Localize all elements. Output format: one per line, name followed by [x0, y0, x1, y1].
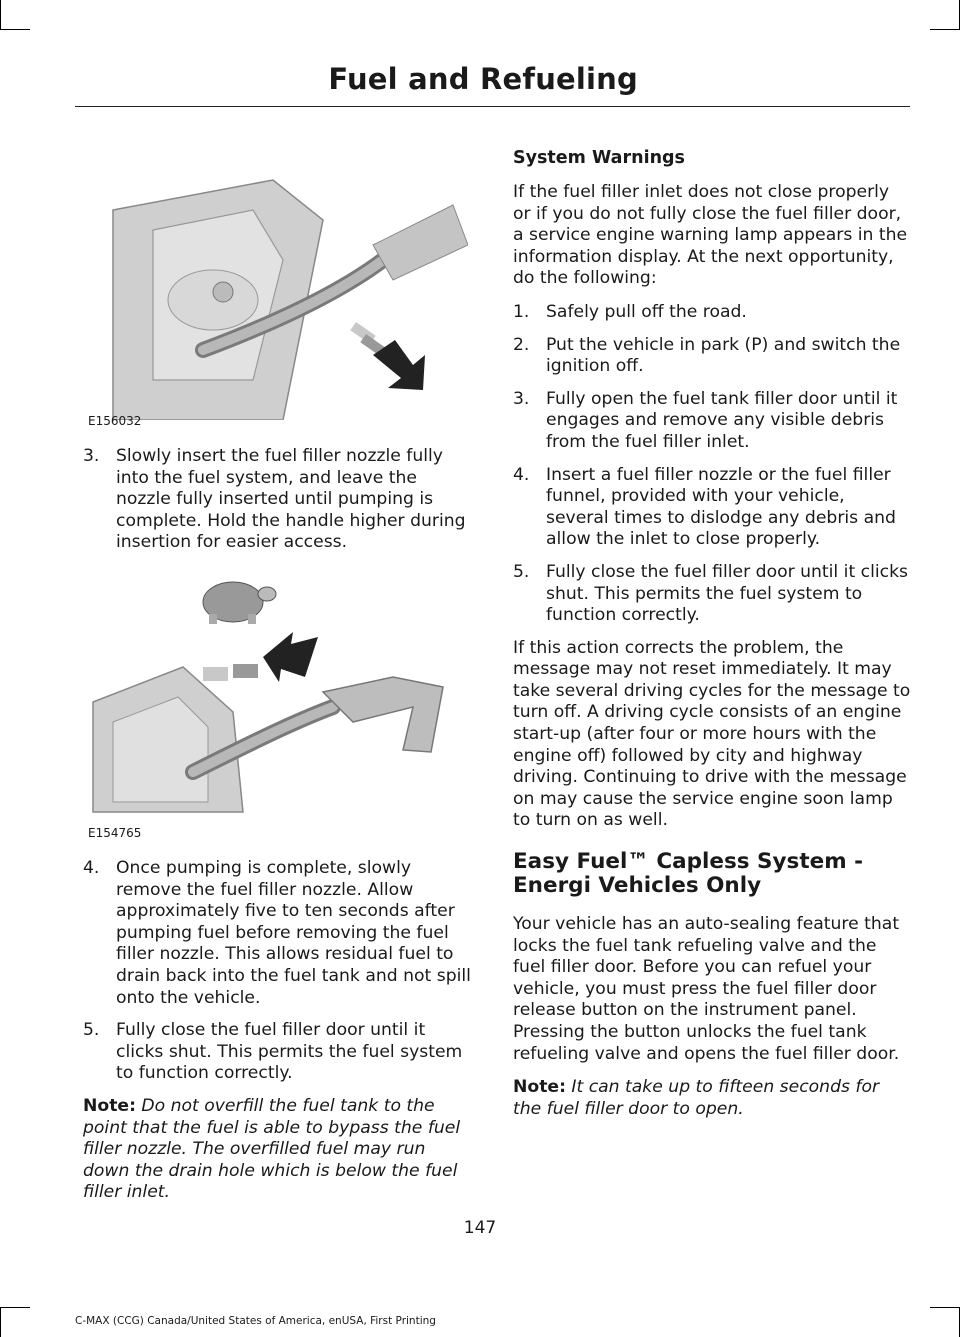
page-number: 147: [463, 1218, 497, 1238]
note: Note: Do not overfill the fuel tank to the point that the fuel is able to bypass the fuel filler nozzle. The overfilled fuel may run down the drain hole which is below the fuel filler inlet.: [83, 1095, 461, 1203]
crop-mark: [0, 1307, 30, 1308]
list-item: 2. Put the vehicle in park (P) and switch the ignition off.: [513, 334, 901, 377]
crop-mark: [0, 29, 30, 30]
section-heading: System Warnings: [513, 148, 685, 168]
list-item: 3. Slowly insert the fuel filler nozzle fully into the fuel system, and leave the nozzle fully inserted until pumping is complete. Hold the handle higher during insertion for easier access.: [83, 446, 466, 553]
section-heading: Easy Fuel™ Capless System - Energi Vehicles Only: [513, 849, 864, 899]
crop-mark: [0, 0, 1, 30]
list-item: 5. Fully close the fuel filler door until it clicks shut. This permits the fuel system to function correctly.: [513, 561, 909, 626]
header-divider: [75, 106, 910, 107]
figure-nozzle-insertion: [83, 572, 468, 842]
note: Note: It can take up to fifteen seconds for the fuel filler door to open.: [513, 1077, 880, 1119]
paragraph: If the fuel filler inlet does not close properly or if you do not fully close the fuel filler door, a service engine warning lamp appears in the information display. At the next opportunity, do the following:: [513, 182, 908, 289]
page-title: Fuel and Refueling: [328, 62, 638, 96]
right-column: [513, 140, 911, 1132]
nozzle-illustration: [83, 572, 468, 822]
list-item: 4. Insert a fuel filler nozzle or the fuel filler funnel, provided with your vehicle, several times to dislodge any debris and allow the inlet to close properly.: [513, 464, 896, 550]
left-column: [83, 140, 475, 1216]
list-item: 3. Fully open the fuel tank filler door until it engages and remove any visible debris from the fuel filler inlet.: [513, 388, 898, 452]
paragraph: Your vehicle has an auto-sealing feature that locks the fuel tank refueling valve and the fuel filler door. Before you can refuel your vehicle, you must press the fuel filler door release button on the instrument panel. Pressing the button unlocks the fuel tank refueling valve and opens the fuel filler door.: [513, 914, 900, 1064]
crop-mark: [0, 1307, 1, 1337]
list-item: 4. Once pumping is complete, slowly remove the fuel filler nozzle. Allow approximately five to ten seconds after pumping fuel before removing the fuel filler nozzle. This allows residual fuel to drain back into the fuel tank and not spill onto the vehicle.: [83, 857, 471, 1008]
crop-mark: [930, 29, 960, 30]
figure-id: E156032: [88, 414, 142, 428]
figure-id: E154765: [88, 825, 142, 840]
crop-mark: [930, 1307, 960, 1308]
list-item: 1. Safely pull off the road.: [513, 301, 747, 322]
fuel-inlet-illustration: [83, 150, 468, 420]
list-item: 5. Fully close the fuel filler door until it clicks shut. This permits the fuel system to function correctly.: [83, 1020, 463, 1084]
figure-fuel-inlet-removal: [83, 150, 468, 430]
footer-text: C-MAX (CCG) Canada/United States of America, enUSA, First Printing: [75, 1315, 436, 1327]
paragraph: If this action corrects the problem, the message may not reset immediately. It may take several driving cycles for the message to turn off. A driving cycle consists of an engine start-up (after four or more hours with the engine off) followed by city and highway driving. Continuing to drive with the message on may cause the service engine soon lamp to turn on as well.: [513, 637, 911, 831]
